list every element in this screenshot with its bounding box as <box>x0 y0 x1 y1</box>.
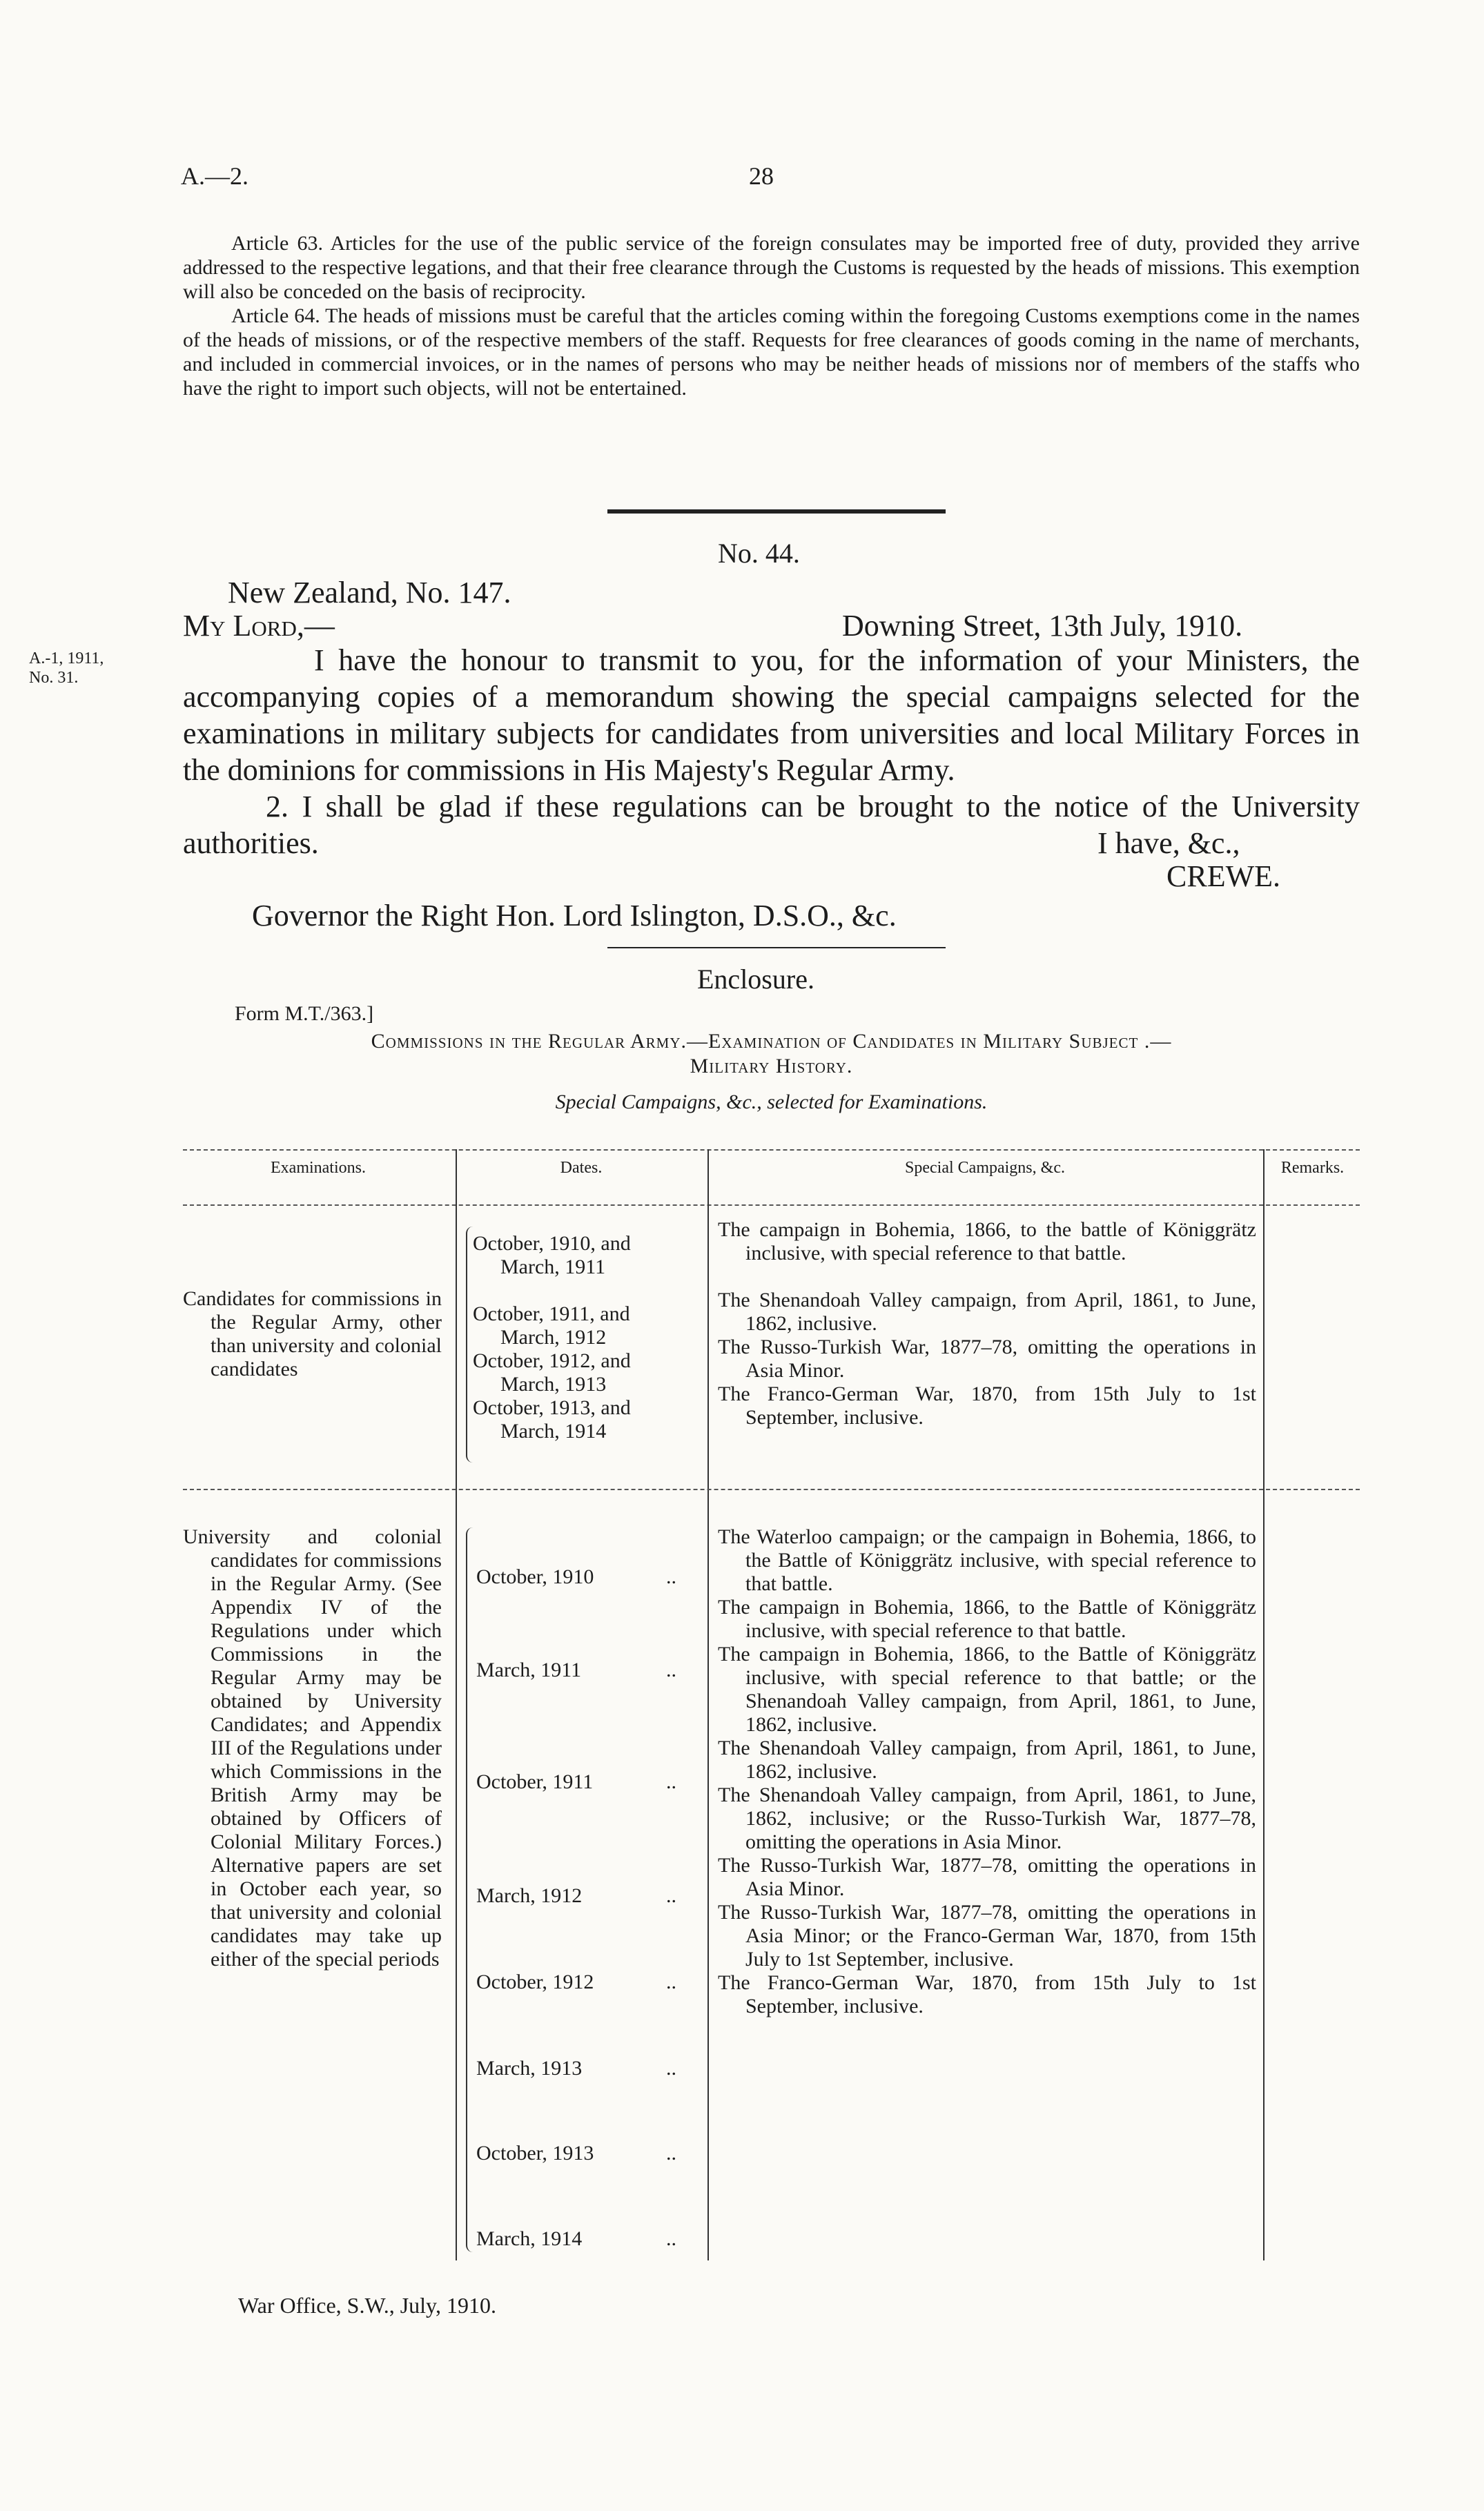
group2-dates-brace <box>466 1527 474 2252</box>
g2-dots-8: .. <box>666 2227 676 2250</box>
articles-block <box>183 231 1360 400</box>
enclosure-subtitle: Special Campaigns, &c., selected for Examinations. <box>555 1091 988 1113</box>
g2-dots-6: .. <box>666 2057 676 2080</box>
col-header-campaigns: Special Campaigns, &c. <box>905 1159 1065 1177</box>
g2-dots-3: .. <box>666 1770 676 1793</box>
enclosure-heading-line1: Commissions in the Regular Army.—Examination of Candidates in Military Subject .— <box>371 1030 1172 1053</box>
group1-examination-text: Candidates for commissions in the Regular Army, other than university and colonial candidates <box>183 1287 442 1380</box>
g2-dots-5: .. <box>666 1971 676 1993</box>
closing: I have, &c., <box>1097 826 1240 860</box>
g2-campaign-6: The Russo-Turkish War, 1877–78, omitting the operations in Asia Minor. <box>718 1854 1256 1900</box>
group-separator <box>183 1489 1360 1490</box>
campaigns-table <box>183 1149 1360 2288</box>
enclosure-divider <box>607 947 946 948</box>
letter-series: New Zealand, No. 147. <box>228 576 511 609</box>
g1-date-2: October, 1911, and March, 1912 <box>473 1302 630 1349</box>
margin-reference <box>29 649 104 687</box>
col-divider-1 <box>456 1149 457 2260</box>
g1-campaign-3: The Russo-Turkish War, 1877–78, omitting the operations in Asia Minor. <box>718 1336 1256 1382</box>
form-number: Form M.T./363.] <box>235 1002 374 1025</box>
g2-campaign-3: The campaign in Bohemia, 1866, to the Battle of Königgrätz inclusive, with special reference to that battle; or the Shenandoah Valley campaign, from April, 1861, to June, 1862, inclusive. <box>718 1643 1256 1736</box>
g2-dots-2: .. <box>666 1659 676 1681</box>
place-date: Downing Street, 13th July, 1910. <box>842 609 1243 643</box>
page-reference: A.—2. <box>181 162 248 190</box>
header-bottom-rule <box>183 1204 1360 1206</box>
g2-campaign-7: The Russo-Turkish War, 1877–78, omitting the operations in Asia Minor; or the Franco-German War, 1870, from 15th July to 1st September, inclusive. <box>718 1901 1256 1971</box>
col-divider-3 <box>1263 1149 1265 2260</box>
salutation: My Lord,— <box>183 609 335 643</box>
g2-campaign-2: The campaign in Bohemia, 1866, to the Battle of Königgrätz inclusive, with special reference to that battle. <box>718 1596 1256 1642</box>
enclosure-title: Enclosure. <box>697 964 814 995</box>
g1-date-1: October, 1910, and March, 1911 <box>473 1232 631 1278</box>
signature: CREWE. <box>1166 859 1280 893</box>
page-number: 28 <box>749 162 774 190</box>
col-header-remarks: Remarks. <box>1280 1159 1345 1177</box>
group1-examination <box>183 1287 442 1381</box>
group1-dates <box>473 1232 694 1443</box>
letter-para1: I have the honour to transmit to you, for the information of your Ministers, the accompanying copies of a memorandum showing the special campaigns selected for the examinations in military subjects for candidates from universities and local Military Forces in the dominions for commissions in His Majesty's Regular Army. <box>183 643 1360 787</box>
g2-date-6: March, 1913 <box>476 2057 583 2080</box>
g2-date-4: March, 1912 <box>476 1884 583 1907</box>
g2-campaign-8: The Franco-German War, 1870, from 15th July to 1st September, inclusive. <box>718 1971 1256 2017</box>
letter-para2: 2. I shall be glad if these regulations can be brought to the notice of the University authorities. <box>183 790 1360 860</box>
g1-date-4: October, 1913, and March, 1914 <box>473 1396 631 1443</box>
col-header-dates: Dates. <box>560 1159 603 1177</box>
article-63: Article 63. Articles for the use of the public service of the foreign consulates may be imported free of duty, provided they arrive addressed to the respective legations, and that their free clearance through the Customs is requested by the heads of missions. This exemption will also be conceded on the basis of reciprocity. <box>183 232 1360 303</box>
footer-war-office: War Office, S.W., July, 1910. <box>238 2293 496 2318</box>
addressee: Governor the Right Hon. Lord Islington, D.S.O., &c. <box>252 899 897 932</box>
g2-date-1: October, 1910 <box>476 1565 594 1588</box>
g2-date-8: March, 1914 <box>476 2227 583 2250</box>
enclosure-heading-line2: Military History. <box>690 1055 853 1077</box>
g1-date-3: October, 1912, and March, 1913 <box>473 1349 631 1396</box>
group2-campaigns <box>718 1525 1256 2018</box>
g2-date-2: March, 1911 <box>476 1659 582 1681</box>
group2-examination-text: University and colonial candidates for commissions in the Regular Army. (See Appendix IV of the Regulations under which Commissions in the Regular Army may be obtained by University Candidates; and Appendix III of the Regulations under which Commissions in the British Army may be obtained by Officers of Colonial Military Forces.) Alternative papers are set in October each year, so that university and colonial candidates may take up either of the special periods <box>183 1525 442 1971</box>
g2-dots-4: .. <box>666 1884 676 1907</box>
g2-campaign-5: The Shenandoah Valley campaign, from April, 1861, to June, 1862, inclusive; or the Russo-Turkish War, 1877–78, omitting the operations in Asia Minor. <box>718 1784 1256 1853</box>
g1-campaign-4: The Franco-German War, 1870, from 15th July to 1st September, inclusive. <box>718 1382 1256 1429</box>
g2-date-5: October, 1912 <box>476 1971 594 1993</box>
margin-ref-line2: No. 31. <box>29 669 79 687</box>
g2-dots-1: .. <box>666 1565 676 1588</box>
table-top-rule <box>183 1149 1360 1151</box>
group2-examination <box>183 1525 442 1971</box>
g2-campaign-4: The Shenandoah Valley campaign, from April, 1861, to June, 1862, inclusive. <box>718 1737 1256 1783</box>
letter-number: No. 44. <box>718 538 800 569</box>
article-64: Article 64. The heads of missions must be careful that the articles coming within the foregoing Customs exemptions come in the names of the heads of missions, or of the respective members of the staff. Requests for free clearances of goods coming in the name of merchants, and included in commercial invoices, or in the names of persons who may be neither heads of missions nor of members of the staffs who have the right to import such objects, will not be entertained. <box>183 304 1360 400</box>
g2-campaign-1: The Waterloo campaign; or the campaign in Bohemia, 1866, to the Battle of Königgrätz inclusive, with special reference to that battle. <box>718 1525 1256 1595</box>
g2-dots-7: .. <box>666 2142 676 2165</box>
g1-campaign-2: The Shenandoah Valley campaign, from April, 1861, to June, 1862, inclusive. <box>718 1289 1256 1335</box>
group1-campaigns <box>718 1218 1256 1429</box>
section-divider <box>607 509 946 514</box>
g1-campaign-1: The campaign in Bohemia, 1866, to the battle of Königgrätz inclusive, with special reference to that battle. <box>718 1218 1256 1264</box>
col-divider-2 <box>707 1149 709 2260</box>
margin-ref-line1: A.-1, 1911, <box>29 649 104 667</box>
col-header-examinations: Examinations. <box>271 1159 366 1177</box>
g2-date-3: October, 1911 <box>476 1770 594 1793</box>
g2-date-7: October, 1913 <box>476 2142 594 2165</box>
